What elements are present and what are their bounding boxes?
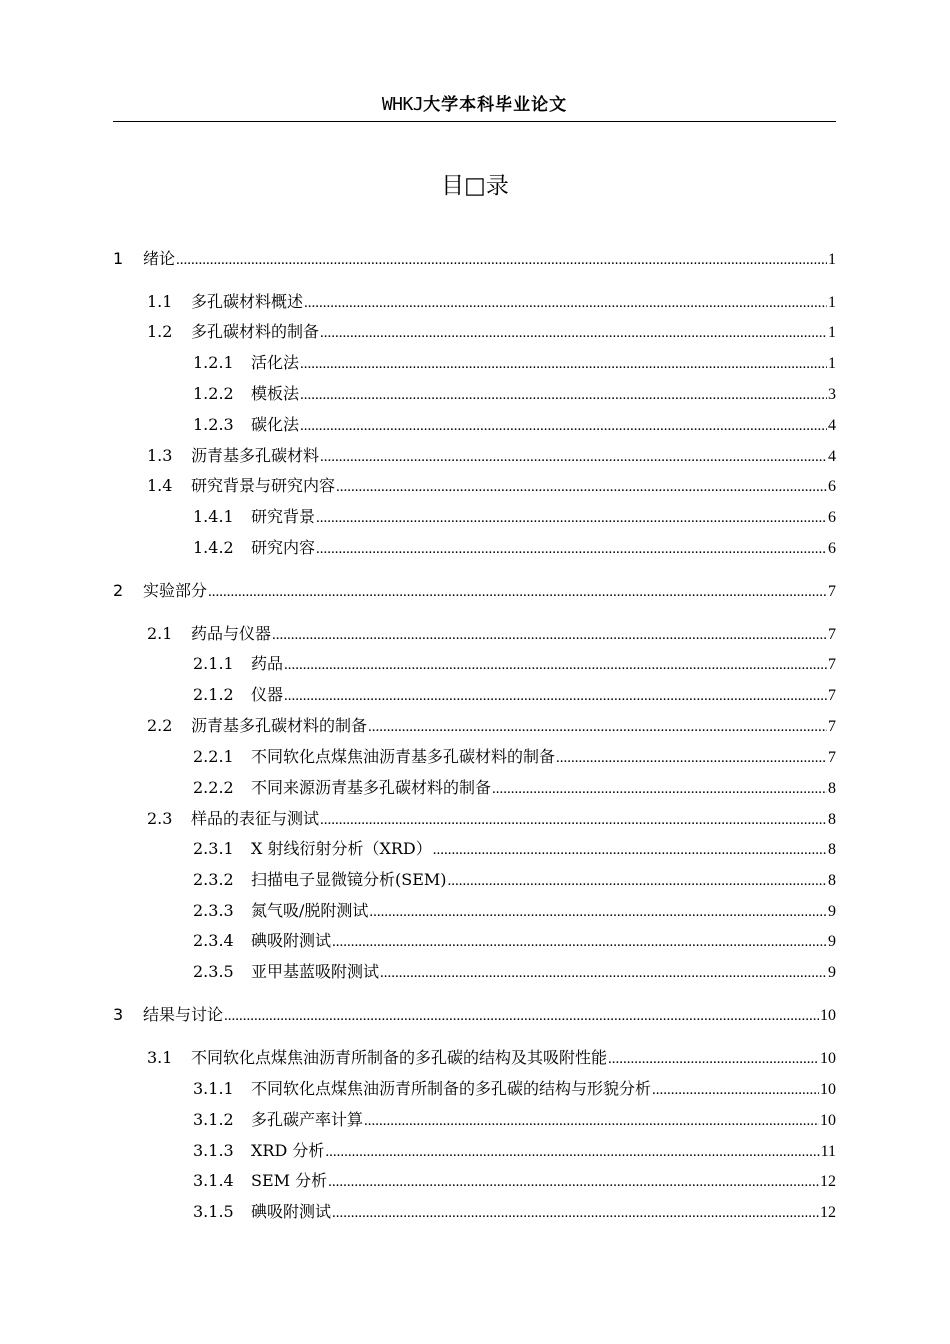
toc-entry-title: 不同软化点煤焦油沥青基多孔碳材料的制备 (251, 747, 556, 766)
toc-entry-title: 碳化法 (251, 415, 300, 434)
toc-entry-number: 3.1.3 (193, 1141, 234, 1160)
toc-dot-leader (328, 1170, 819, 1194)
toc-entry-page: 6 (828, 478, 836, 495)
toc-entry-page: 3 (828, 386, 836, 403)
toc-entry[interactable] (147, 807, 836, 831)
toc-entry[interactable] (193, 776, 836, 800)
toc-dot-leader (380, 961, 827, 985)
toc-dot-leader (224, 1004, 819, 1028)
toc-entry-number: 2.3.2 (193, 870, 234, 889)
toc-entry-page: 9 (828, 903, 836, 920)
toc-dot-leader (300, 352, 827, 376)
toc-entry-number: 1.4.2 (193, 538, 234, 557)
toc-entry-title: 绪论 (143, 249, 176, 268)
toc-entry-title: 扫描电子显微镜分析(SEM) (251, 870, 447, 889)
toc-entry[interactable] (193, 837, 836, 861)
toc-entry-title: 药品 (251, 654, 284, 673)
toc-entry-title: 样品的表征与测试 (191, 809, 320, 828)
toc-entry-page: 7 (828, 656, 836, 673)
toc-entry[interactable] (193, 1139, 836, 1163)
toc-entry[interactable] (147, 290, 836, 314)
toc-entry-number: 1.4 (147, 476, 173, 495)
toc-entry[interactable] (193, 1108, 836, 1132)
toc-entry-title: 沥青基多孔碳材料的制备 (191, 716, 368, 735)
toc-dot-leader (208, 580, 827, 604)
toc-entry-title: 实验部分 (143, 581, 208, 600)
toc-entry-number: 1.2.1 (193, 353, 234, 372)
toc-entry-page: 9 (828, 933, 836, 950)
toc-entry-page: 11 (820, 1143, 836, 1160)
toc-entry[interactable] (147, 320, 836, 344)
toc-entry-page: 6 (828, 509, 836, 526)
header-title: 大学本科毕业论文 (423, 95, 568, 115)
toc-entry[interactable] (147, 622, 836, 646)
toc-entry[interactable] (193, 683, 836, 707)
toc-entry-title: 模板法 (251, 384, 300, 403)
toc-entry-number: 3.1.2 (193, 1110, 234, 1129)
toc-dot-leader (448, 869, 827, 893)
toc-dot-leader (369, 900, 827, 924)
toc-entry-title: 亚甲基蓝吸附测试 (251, 962, 380, 981)
toc-entry-page: 10 (820, 1050, 836, 1067)
toc-dot-leader (320, 321, 827, 345)
toc-dot-leader (556, 746, 827, 770)
toc-entry-title: 活化法 (251, 353, 300, 372)
toc-dot-leader (300, 383, 827, 407)
toc-dot-leader (332, 1201, 819, 1225)
toc-entry-page: 6 (828, 540, 836, 557)
toc-entry-number: 3.1 (147, 1048, 173, 1067)
toc-entry[interactable] (113, 1003, 836, 1027)
toc-entry-title: 多孔碳材料概述 (191, 292, 304, 311)
toc-entry-page: 4 (828, 448, 836, 465)
page-header (113, 92, 836, 122)
toc-entry-page: 12 (820, 1173, 836, 1190)
toc-entry-number: 2.1 (147, 624, 173, 643)
toc-entry-number: 3.1.5 (193, 1202, 234, 1221)
header-code: WHKJ (381, 94, 424, 115)
toc-entry-page: 1 (828, 294, 836, 311)
toc-entry-title: 不同软化点煤焦油沥青所制备的多孔碳的结构与形貌分析 (251, 1079, 652, 1098)
toc-entry-number: 2.1.1 (193, 654, 234, 673)
toc-entry-page: 7 (828, 583, 836, 600)
toc-entry-page: 1 (828, 251, 836, 268)
toc-dot-leader (364, 1109, 819, 1133)
toc-entry-title: 研究背景 (251, 507, 316, 526)
toc-dot-leader (320, 808, 827, 832)
toc-entry-title: 沥青基多孔碳材料 (191, 446, 320, 465)
toc-entry-title: 碘吸附测试 (251, 931, 332, 950)
toc-entry[interactable] (193, 960, 836, 984)
toc-entry[interactable] (193, 652, 836, 676)
toc-entry-number: 3 (113, 1005, 124, 1024)
toc-entry[interactable] (147, 444, 836, 468)
toc-entry[interactable] (193, 745, 836, 769)
toc-dot-leader (304, 291, 827, 315)
toc-entry-number: 3.1.1 (193, 1079, 234, 1098)
toc-entry-number: 2.2 (147, 716, 173, 735)
toc-entry-number: 2.2.1 (193, 747, 234, 766)
toc-entry-number: 2.3.5 (193, 962, 234, 981)
toc-dot-leader (284, 684, 827, 708)
toc-entry-page: 8 (828, 811, 836, 828)
toc-entry-title: 结果与讨论 (143, 1005, 224, 1024)
toc-entry-number: 2.3.3 (193, 901, 234, 920)
toc-entry-page: 7 (828, 749, 836, 766)
toc-dot-leader (284, 653, 827, 677)
toc-entry-title: 碘吸附测试 (251, 1202, 332, 1221)
toc-entry-page: 1 (828, 355, 836, 372)
toc-entry-page: 12 (820, 1204, 836, 1221)
toc-entry-page: 8 (828, 872, 836, 889)
toc-dot-leader (608, 1047, 819, 1071)
toc-entry-title: X 射线衍射分析（XRD） (251, 839, 432, 858)
toc-entry-number: 1.2 (147, 322, 173, 341)
toc-entry-title: 不同软化点煤焦油沥青所制备的多孔碳的结构及其吸附性能 (191, 1048, 608, 1067)
toc-entry-number: 2.3.4 (193, 931, 234, 950)
toc-entry-number: 1.2.3 (193, 415, 234, 434)
toc-dot-leader (316, 506, 827, 530)
toc-entry-title: 研究背景与研究内容 (191, 476, 336, 495)
toc-entry-title: SEM 分析 (251, 1171, 328, 1190)
toc-entry-number: 2.3 (147, 809, 173, 828)
toc-entry-number: 2.1.2 (193, 685, 234, 704)
toc-entry-number: 2.2.2 (193, 778, 234, 797)
toc-entry[interactable] (147, 1046, 836, 1070)
toc-entry-number: 1 (113, 249, 124, 268)
toc-entry-page: 7 (828, 626, 836, 643)
toc-entry-page: 9 (828, 964, 836, 981)
toc-entry-page: 7 (828, 718, 836, 735)
toc-dot-leader (433, 838, 827, 862)
toc-entry-number: 1.4.1 (193, 507, 234, 526)
toc-entry[interactable] (193, 382, 836, 406)
toc-entry-page: 10 (820, 1112, 836, 1129)
toc-entry[interactable] (193, 413, 836, 437)
toc-entry-page: 10 (820, 1081, 836, 1098)
toc-entry-page: 10 (820, 1007, 836, 1024)
toc-dot-leader (325, 1140, 819, 1164)
toc-entry-number: 3.1.4 (193, 1171, 234, 1190)
toc-entry[interactable] (193, 351, 836, 375)
toc-dot-leader (272, 623, 827, 647)
toc-entry-page: 1 (828, 324, 836, 341)
toc-entry-page: 4 (828, 417, 836, 434)
toc-entry[interactable] (193, 1200, 836, 1224)
toc-entry[interactable] (193, 505, 836, 529)
toc-entry[interactable] (113, 247, 836, 271)
toc-dot-leader (316, 537, 827, 561)
toc-entry-title: 多孔碳材料的制备 (191, 322, 320, 341)
toc-entry-title: 药品与仪器 (191, 624, 272, 643)
toc-dot-leader (368, 715, 827, 739)
toc-dot-leader (176, 248, 827, 272)
toc-entry-number: 2.3.1 (193, 839, 234, 858)
toc-dot-leader (320, 445, 827, 469)
toc-entry[interactable] (147, 474, 836, 498)
toc-title: 目□录 (441, 173, 509, 199)
toc-entry-page: 8 (828, 841, 836, 858)
toc-entry[interactable] (193, 868, 836, 892)
toc-dot-leader (332, 930, 827, 954)
toc-entry[interactable] (193, 536, 836, 560)
toc-entry[interactable] (193, 1077, 836, 1101)
toc-entry[interactable] (193, 1169, 836, 1193)
toc-entry-page: 7 (828, 687, 836, 704)
toc-entry-title: 研究内容 (251, 538, 316, 557)
toc-entry[interactable] (147, 714, 836, 738)
toc-dot-leader (652, 1078, 819, 1102)
toc-dot-leader (492, 777, 827, 801)
toc-entry-page: 8 (828, 780, 836, 797)
toc-entry[interactable] (113, 579, 836, 603)
toc-entry-title: 不同来源沥青基多孔碳材料的制备 (251, 778, 492, 797)
toc-entry-number: 1.2.2 (193, 384, 234, 403)
toc-dot-leader (336, 475, 827, 499)
toc-entry[interactable] (193, 899, 836, 923)
toc-dot-leader (300, 414, 827, 438)
toc-entry-number: 1.3 (147, 446, 173, 465)
toc-entry-title: 氮气吸/脱附测试 (251, 901, 369, 920)
toc-entry-number: 2 (113, 581, 124, 600)
toc-entry-title: XRD 分析 (251, 1141, 325, 1160)
toc-entry-title: 仪器 (251, 685, 284, 704)
toc-entry-number: 1.1 (147, 292, 173, 311)
toc-entry-title: 多孔碳产率计算 (251, 1110, 364, 1129)
toc-entry[interactable] (193, 929, 836, 953)
